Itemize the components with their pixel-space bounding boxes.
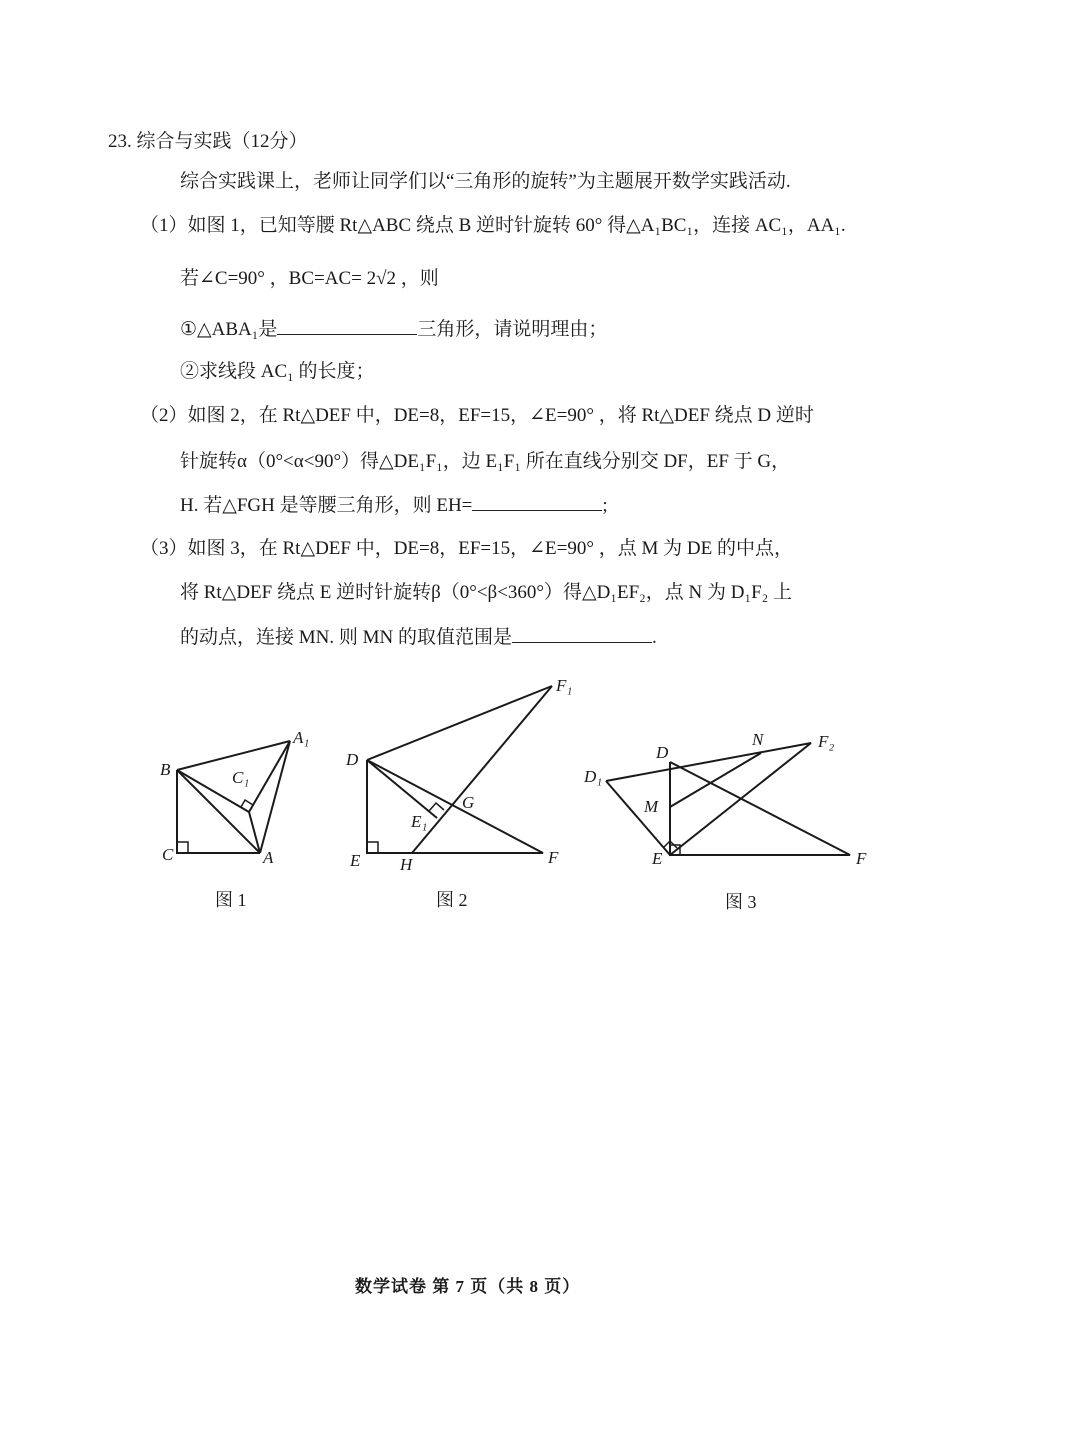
fig2-label-f: F <box>548 848 559 867</box>
fig3-label-f2: F₂ <box>818 732 835 751</box>
part2-line2: 针旋转α（0°<α<90°）得△DE₁F₁，边 E₁F₁ 所在直线分别交 DF，EF 于 G， <box>180 451 791 472</box>
question-title: 23. 综合与实践（12分） <box>108 131 308 152</box>
fig1-label-b: B <box>160 760 171 779</box>
figure-2 <box>345 676 572 910</box>
part1-q1-suffix: 三角形，请说明理由； <box>417 319 608 340</box>
fig3-label-d: D <box>656 743 669 762</box>
fig1-segment-c1a1 <box>249 741 290 812</box>
fig2-label-h: H <box>400 855 413 874</box>
fig1-caption: 图 1 <box>215 890 247 910</box>
part2-line3-prefix: H. 若△FGH 是等腰三角形，则 EH= <box>180 495 473 516</box>
fig2-segment-df1 <box>367 686 552 760</box>
fig2-label-g: G <box>462 793 475 812</box>
fig1-right-angle-c <box>177 842 188 853</box>
fig1-label-c: C <box>162 845 174 864</box>
fig3-label-m: M <box>644 797 659 816</box>
fig2-caption: 图 2 <box>436 890 468 910</box>
part1-q2: ②求线段 AC₁ 的长度； <box>180 361 375 382</box>
question-intro: 综合实践课上，老师让同学们以“三角形的旋转”为主题展开数学实践活动. <box>180 171 791 192</box>
fig1-right-angle-c1 <box>241 800 253 807</box>
part3-line1: （3）如图 3，在 Rt△DEF 中，DE=8，EF=15，∠E=90° ，点 M 为 DE 的中点， <box>140 538 793 559</box>
fig1-segment-ba1 <box>177 741 290 770</box>
fig2-label-e: E <box>350 851 361 870</box>
part3-line3-suffix: . <box>651 627 657 648</box>
fig3-triangle-d1ef2 <box>606 743 811 855</box>
fig2-segment-de1 <box>367 760 437 818</box>
fig3-triangle-def <box>670 762 850 855</box>
fig2-label-d: D <box>346 750 359 769</box>
fig2-label-f1: F₁ <box>556 676 573 695</box>
fig2-line-f1h <box>412 686 552 853</box>
figure-3 <box>583 730 867 912</box>
part2-line3-suffix: ; <box>602 495 608 516</box>
fig3-label-n: N <box>752 730 764 749</box>
fig1-segment-aa1 <box>260 741 290 853</box>
fig1-label-c1: C₁ <box>232 768 250 787</box>
figure-1 <box>160 728 309 910</box>
part2-line1: （2）如图 2，在 Rt△DEF 中，DE=8，EF=15，∠E=90° ，将 Rt△DEF 绕点 D 逆时 <box>140 405 814 426</box>
part1-line1: （1）如图 1，已知等腰 Rt△ABC 绕点 B 逆时针旋转 60° 得△A₁BC₁，连接 AC₁，AA₁. <box>140 215 846 236</box>
fig1-label-a: A <box>263 848 274 867</box>
fig2-right-angle-e <box>367 842 378 853</box>
part1-line2: 若∠C=90° ，BC=AC= 2√2 ，则 <box>180 268 439 289</box>
fig3-label-e: E <box>652 849 663 868</box>
fig2-triangle-def <box>367 760 543 853</box>
fig3-label-d1: D₁ <box>584 767 603 786</box>
part3-line3-prefix: 的动点，连接 MN. 则 MN 的取值范围是 <box>180 627 512 648</box>
fig2-right-angle-e1 <box>429 803 444 811</box>
page-footer: 数学试卷 第 7 页（共 8 页） <box>355 1277 581 1296</box>
fig3-caption: 图 3 <box>725 892 757 912</box>
fig3-label-f: F <box>856 849 867 868</box>
fig1-label-a1: A₁ <box>293 728 310 747</box>
fig2-label-e1: E₁ <box>411 812 428 831</box>
part3-line2: 将 Rt△DEF 绕点 E 逆时针旋转β（0°<β<360°）得△D₁EF₂，点 N 为 D₁F₂ 上 <box>180 582 793 603</box>
part1-q1-prefix: ①△ABA₁是 <box>180 319 278 340</box>
